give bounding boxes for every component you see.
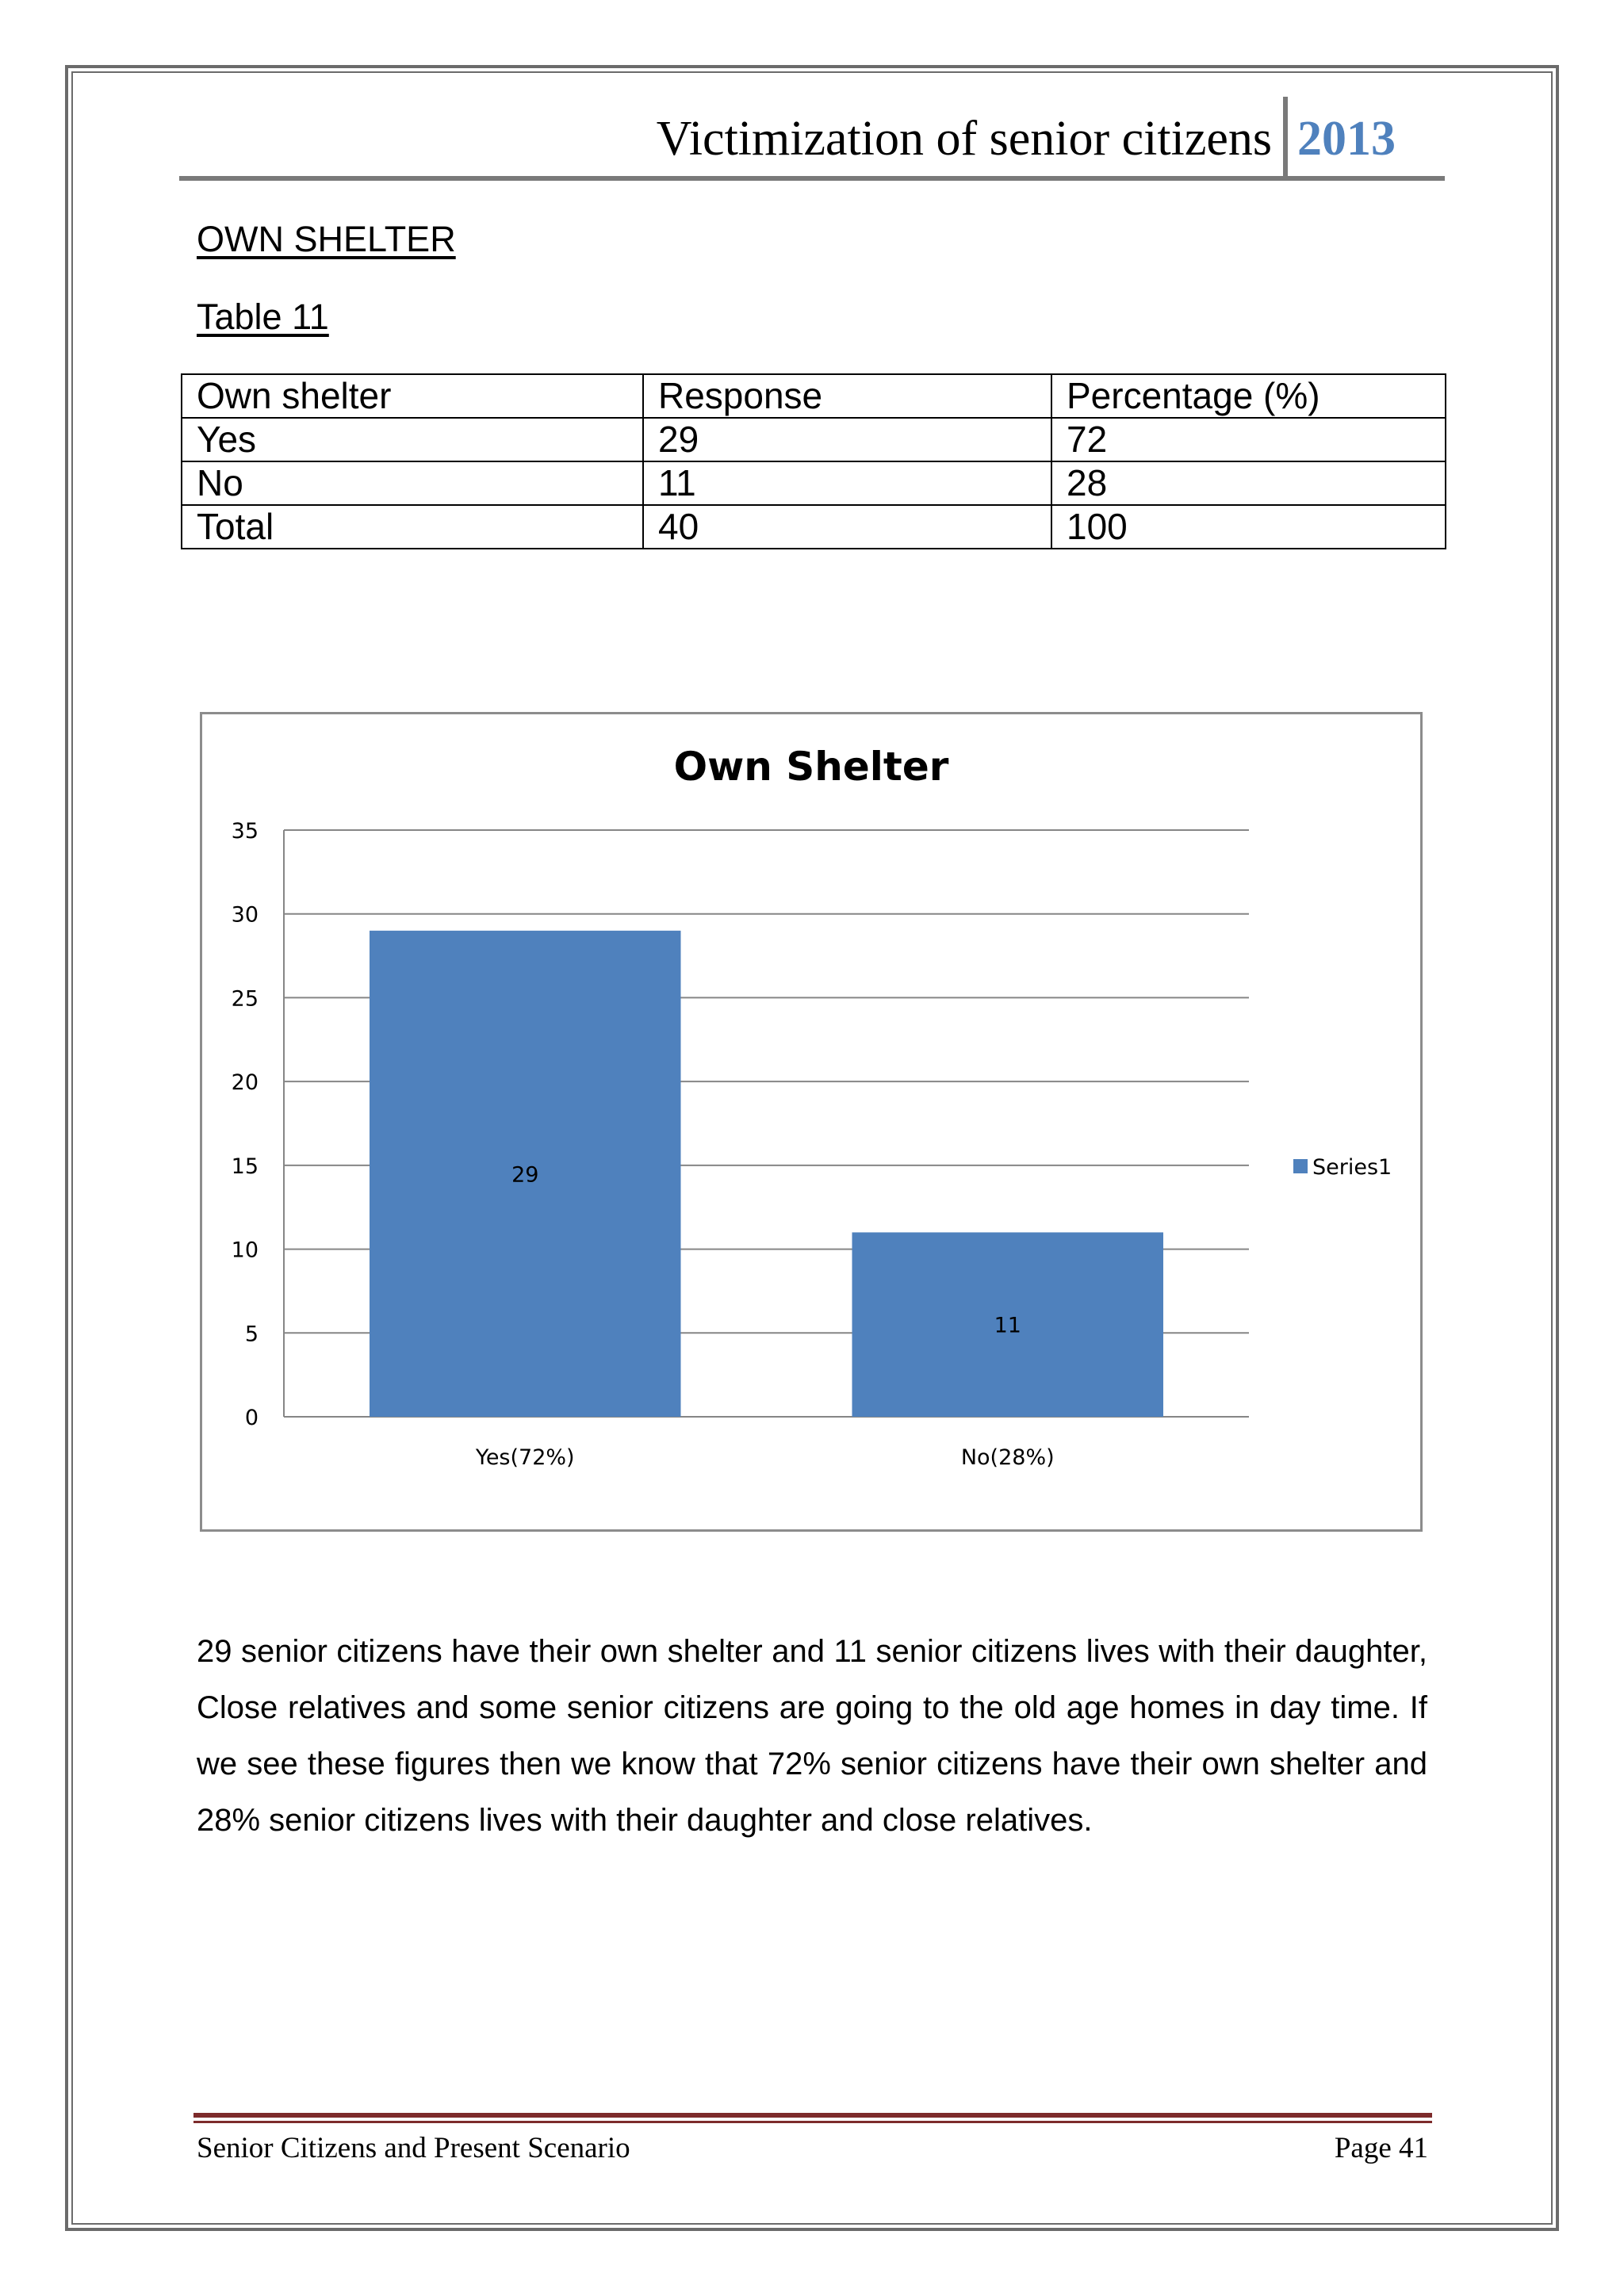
body-paragraph: 29 senior citizens have their own shelter and 11 senior citizens lives with their daughter, Close relatives and some senior citizens are going to the old age homes in day time. If we see these figures then we know that 72% senior citizens have their own shelter and 28% senior citizens lives with their daughter and close relatives. xyxy=(197,1634,1427,1838)
table-row xyxy=(182,461,1446,505)
table-caption: Table 11 xyxy=(197,297,329,337)
y-tick-label: 30 xyxy=(231,902,259,928)
own-shelter-chart xyxy=(202,714,1420,1529)
y-tick-label: 25 xyxy=(231,986,259,1012)
table-header-cell: Percentage (%) xyxy=(1051,374,1446,418)
page-number: Page 41 xyxy=(1334,2132,1428,2164)
header-year: 2013 xyxy=(1297,112,1396,166)
table-cell: Total xyxy=(182,505,643,549)
table-header-cell: Response xyxy=(643,374,1051,418)
section-heading: OWN SHELTER xyxy=(197,219,456,259)
legend-label: Series1 xyxy=(1312,1155,1392,1180)
y-tick-label: 5 xyxy=(244,1322,259,1347)
table-header-row xyxy=(182,374,1446,418)
y-tick-label: 15 xyxy=(231,1154,259,1179)
footer-rule-secondary xyxy=(193,2121,1432,2123)
header-divider xyxy=(1283,97,1288,176)
table-cell: No xyxy=(182,461,643,505)
footer-rule xyxy=(193,2113,1432,2118)
header-rule xyxy=(179,176,1445,181)
table-row xyxy=(182,505,1446,549)
y-tick-label: 20 xyxy=(231,1070,259,1096)
table-cell: 40 xyxy=(643,505,1051,549)
chart-title: Own Shelter xyxy=(673,744,949,790)
data-label: 11 xyxy=(994,1313,1021,1338)
table-cell: 11 xyxy=(643,461,1051,505)
table-cell: 72 xyxy=(1051,418,1446,461)
legend-swatch xyxy=(1293,1159,1308,1173)
y-tick-label: 10 xyxy=(231,1238,259,1263)
y-tick-label: 0 xyxy=(244,1406,259,1430)
data-label: 29 xyxy=(511,1162,539,1188)
own-shelter-table xyxy=(181,373,1446,549)
table-cell: 29 xyxy=(643,418,1051,461)
footer-title: Senior Citizens and Present Scenario xyxy=(197,2132,630,2164)
y-tick-label: 35 xyxy=(231,819,259,844)
table-cell: 100 xyxy=(1051,505,1446,549)
table-cell: 28 xyxy=(1051,461,1446,505)
x-category-label: No(28%) xyxy=(960,1445,1055,1470)
table-cell: Yes xyxy=(182,418,643,461)
chart-frame xyxy=(200,712,1423,1532)
header-title: Victimization of senior citizens xyxy=(656,112,1272,166)
x-category-label: Yes(72%) xyxy=(475,1445,575,1470)
table-row xyxy=(182,418,1446,461)
table-header-cell: Own shelter xyxy=(182,374,643,418)
